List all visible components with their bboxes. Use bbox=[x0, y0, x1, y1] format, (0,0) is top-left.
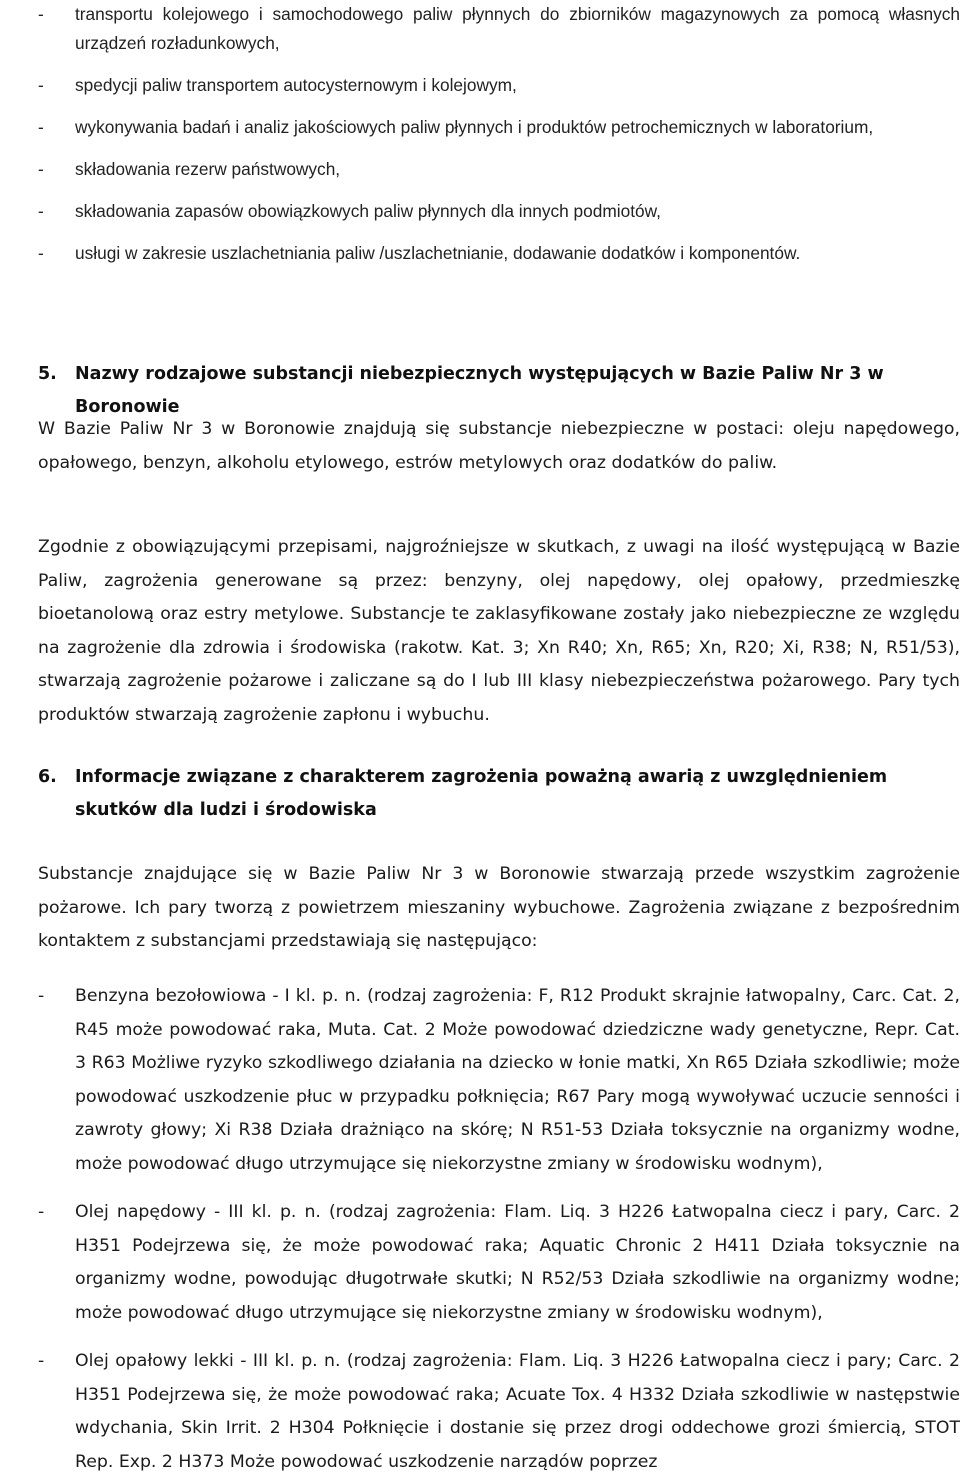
hazard-item bbox=[38, 1345, 960, 1479]
list-dash: - bbox=[38, 117, 44, 137]
list-dash: - bbox=[38, 159, 44, 179]
hazard-item bbox=[38, 1196, 960, 1330]
hazard-text: Olej opałowy lekki - III kl. p. n. (rodzaj zagrożenia: Flam. Liq. 3 H226 Łatwopalna ciecz i pary; Carc. 2 H351 Podejrzewa się, że może powodować raka; Acuate Tox. 4 H332 Działa szkodliwie w następstwie wdychania, Skin Irrit. 2 H304 Połknięcie i dostanie się przez drogi oddechowe grozi śmiercią, STOT Rep. Exp. 2 H373 Może powodować uszkodzenie narządów poprzez bbox=[75, 1351, 960, 1472]
section-title: Informacje związane z charakterem zagrożenia poważną awarią z uwzględnieniem skutków dla ludzi i środowiska bbox=[75, 767, 888, 820]
list-item-text: wykonywania badań i analiz jakościowych paliw płynnych i produktów petrochemicznych w laboratorium, bbox=[75, 117, 874, 137]
hazard-text: Olej napędowy - III kl. p. n. (rodzaj zagrożenia: Flam. Liq. 3 H226 Łatwopalna ciecz i pary, Carc. 2 H351 Podejrzewa się, że może powodować raka; Aquatic Chronic 2 H411 Działa toksycznie na organizmy wodne, powodując długotrwałe skutki; N R52/53 Działa szkodliwie na organizmy wodne; może powodować długo utrzymujące się niekorzystne zmiany w środowisku wodnym), bbox=[75, 1202, 960, 1323]
activities-list bbox=[38, 0, 960, 268]
list-dash: - bbox=[38, 201, 44, 221]
section-5-paragraph-2: Zgodnie z obowiązującymi przepisami, najgroźniejsze w skutkach, z uwagi na ilość występującą w Bazie Paliw, zagrożenia generowane są przez: benzyny, olej napędowy, olej opałowy, przedmieszkę bioetanolową oraz estry metylowe. Substancje te zaklasyfikowane zostały jako niebezpieczne ze względu na zagrożenie dla zdrowia i środowiska (rakotw. Kat. 3; Xn R40; Xn, R65; Xn, R20; Xi, R38; N, R51/53), stwarzają zagrożenie pożarowe i zaliczane są do I lub III klasy niebezpieczeństwa pożarowego. Pary tych produktów stwarzają zagrożenie zapłonu i wybuchu. bbox=[38, 537, 960, 725]
list-dash: - bbox=[38, 243, 44, 263]
section-5-paragraph-1: W Bazie Paliw Nr 3 w Boronowie znajdują się substancje niebezpieczne w postaci: oleju napędowego, opałowego, benzyn, alkoholu etylowego, estrów metylowych oraz dodatków do paliw. bbox=[38, 419, 960, 473]
list-item-text: transportu kolejowego i samochodowego paliw płynnych do zbiorników magazynowych za pomocą własnych urządzeń rozładunkowych, bbox=[75, 4, 960, 53]
list-dash: - bbox=[38, 75, 44, 95]
list-item bbox=[38, 71, 960, 100]
section-number: 6. bbox=[38, 767, 57, 787]
list-dash: - bbox=[38, 4, 44, 24]
hazards-list bbox=[38, 980, 960, 1479]
list-item bbox=[38, 0, 960, 58]
section-title: Nazwy rodzajowe substancji niebezpiecznych występujących w Bazie Paliw Nr 3 w Boronowie bbox=[75, 364, 884, 417]
list-item bbox=[38, 113, 960, 142]
list-item bbox=[38, 155, 960, 184]
list-item-text: składowania zapasów obowiązkowych paliw płynnych dla innych podmiotów, bbox=[75, 201, 661, 221]
section-6-paragraph-1: Substancje znajdujące się w Bazie Paliw Nr 3 w Boronowie stwarzają przede wszystkim zagrożenie pożarowe. Ich pary tworzą z powietrzem mieszaniny wybuchowe. Zagrożenia związane z bezpośrednim kontaktem z substancjami przedstawiają się następująco: bbox=[38, 864, 960, 951]
list-dash: - bbox=[38, 1202, 45, 1222]
list-item bbox=[38, 197, 960, 226]
list-item-text: spedycji paliw transportem autocysternowym i kolejowym, bbox=[75, 75, 517, 95]
section-number: 5. bbox=[38, 364, 57, 384]
list-dash: - bbox=[38, 1351, 45, 1371]
hazard-item bbox=[38, 980, 960, 1181]
list-item bbox=[38, 239, 960, 268]
list-dash: - bbox=[38, 986, 45, 1006]
section-6-heading bbox=[38, 761, 960, 827]
list-item-text: usługi w zakresie uszlachetniania paliw /uszlachetnianie, dodawanie dodatków i komponentów. bbox=[75, 243, 801, 263]
hazard-text: Benzyna bezołowiowa - I kl. p. n. (rodzaj zagrożenia: F, R12 Produkt skrajnie łatwopalny, Carc. Cat. 2, R45 może powodować raka, Muta. Cat. 2 Może powodować dziedziczne wady genetyczne, Repr. Cat. 3 R63 Możliwe ryzyko szkodliwego działania na dziecko w łonie matki, Xn R65 Działa szkodliwie; może powodować uszkodzenie płuc w przypadku połknięcia; R67 Pary mogą wywoływać uczucie senności i zawroty głowy; Xi R38 Działa drażniąco na skórę; N R51-53 Działa toksycznie na organizmy wodne, może powodować długo utrzymujące się niekorzystne zmiany w środowisku wodnym), bbox=[75, 986, 960, 1174]
list-item-text: składowania rezerw państwowych, bbox=[75, 159, 341, 179]
